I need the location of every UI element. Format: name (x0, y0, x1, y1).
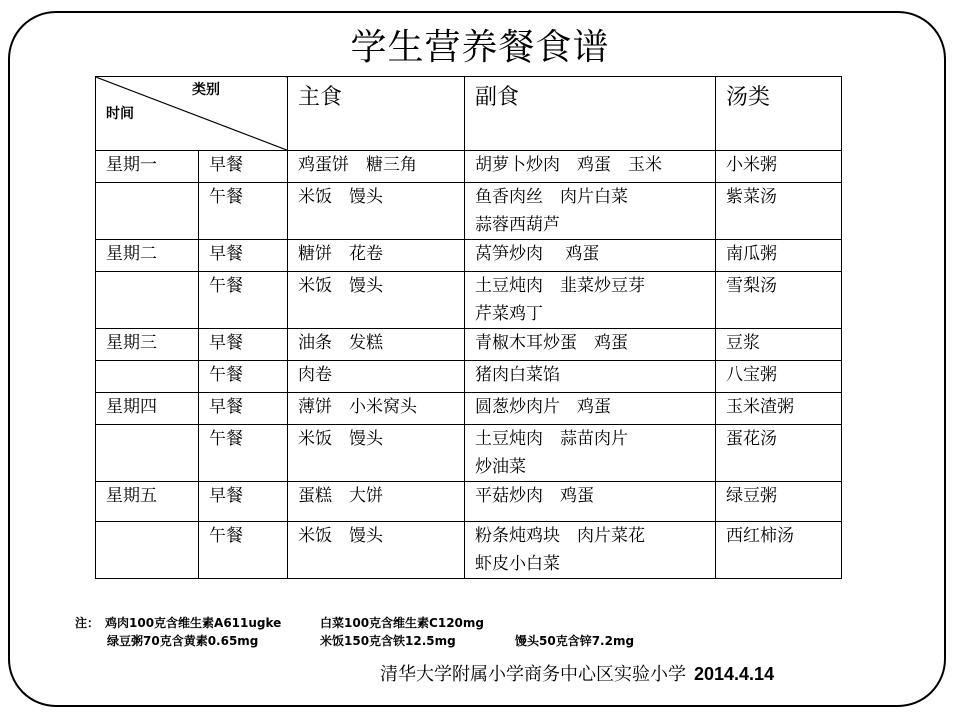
soup-cell: 玉米渣粥 (716, 393, 842, 425)
side-dish-line: 平菇炒肉 鸡蛋 (475, 486, 594, 506)
staple-cell: 米饭 馒头 (288, 272, 465, 329)
side-dish-cell (465, 361, 716, 393)
meal-cell: 早餐 (199, 240, 288, 272)
menu-table (95, 76, 842, 579)
table-row (96, 183, 842, 240)
staple-cell: 薄饼 小米窝头 (288, 393, 465, 425)
staple-cell: 米饭 馒头 (288, 183, 465, 240)
category-label: 类别 (192, 82, 220, 98)
soup-cell: 豆浆 (716, 329, 842, 361)
footer (380, 661, 774, 688)
day-cell: 星期一 (96, 151, 199, 183)
meal-cell: 早餐 (199, 329, 288, 361)
side-dish-line: 鱼香肉丝 肉片白菜 (475, 187, 628, 207)
side-dish-line: 炒油菜 (475, 457, 526, 477)
soup-cell: 绿豆粥 (716, 482, 842, 522)
note-steamed-bun: 馒头50克含锌7.2mg (515, 634, 635, 648)
soup-cell: 八宝粥 (716, 361, 842, 393)
side-dish-line: 芹菜鸡丁 (475, 304, 543, 324)
soup-cell: 南瓜粥 (716, 240, 842, 272)
meal-cell: 午餐 (199, 425, 288, 482)
side-dish-cell (465, 329, 716, 361)
table-row (96, 151, 842, 183)
table-header-row (96, 77, 842, 151)
table-row (96, 522, 842, 579)
side-dish-line: 圆葱炒肉片 鸡蛋 (475, 397, 611, 417)
side-dish-cell (465, 482, 716, 522)
staple-cell: 油条 发糕 (288, 329, 465, 361)
soup-cell: 雪梨汤 (716, 272, 842, 329)
column-header-soup: 汤类 (716, 77, 842, 151)
header-corner-cell (96, 77, 288, 151)
side-dish-line: 土豆炖肉 韭菜炒豆芽 (475, 276, 645, 296)
notes-prefix: 注： (75, 616, 100, 630)
side-dish-line: 猪肉白菜馅 (475, 365, 560, 385)
staple-cell: 蛋糕 大饼 (288, 482, 465, 522)
note-mung-bean: 绿豆粥70克含黄素0.65mg (107, 634, 259, 648)
day-cell: 星期三 (96, 329, 199, 361)
staple-cell: 糖饼 花卷 (288, 240, 465, 272)
soup-cell: 小米粥 (716, 151, 842, 183)
side-dish-cell (465, 522, 716, 579)
staple-cell: 鸡蛋饼 糖三角 (288, 151, 465, 183)
side-dish-line: 莴笋炒肉 鸡蛋 (475, 244, 600, 264)
side-dish-line: 虾皮小白菜 (475, 554, 560, 574)
meal-cell: 午餐 (199, 361, 288, 393)
side-dish-line: 粉条炖鸡块 肉片菜花 (475, 526, 645, 546)
table-row (96, 361, 842, 393)
school-name: 清华大学附属小学商务中心区实验小学 (380, 664, 686, 685)
footer-date: 2014.4.14 (694, 664, 775, 684)
soup-cell: 紫菜汤 (716, 183, 842, 240)
staple-cell: 米饭 馒头 (288, 522, 465, 579)
soup-cell: 西红柿汤 (716, 522, 842, 579)
table-row (96, 482, 842, 522)
side-dish-cell (465, 425, 716, 482)
side-dish-cell (465, 183, 716, 240)
side-dish-line: 青椒木耳炒蛋 鸡蛋 (475, 333, 628, 353)
day-cell (96, 425, 199, 482)
day-cell (96, 272, 199, 329)
meal-cell: 午餐 (199, 183, 288, 240)
side-dish-cell (465, 151, 716, 183)
staple-cell: 肉卷 (288, 361, 465, 393)
side-dish-cell (465, 393, 716, 425)
table-row (96, 272, 842, 329)
note-rice: 米饭150克含铁12.5mg (320, 634, 456, 648)
column-header-side: 副食 (465, 77, 716, 151)
day-cell (96, 183, 199, 240)
meal-cell: 早餐 (199, 393, 288, 425)
day-cell: 星期四 (96, 393, 199, 425)
side-dish-cell (465, 240, 716, 272)
meal-cell: 午餐 (199, 272, 288, 329)
time-label: 时间 (106, 106, 134, 122)
soup-cell: 蛋花汤 (716, 425, 842, 482)
side-dish-line: 胡萝卜炒肉 鸡蛋 玉米 (475, 155, 662, 175)
meal-cell: 早餐 (199, 482, 288, 522)
meal-cell: 早餐 (199, 151, 288, 183)
column-header-staple: 主食 (288, 77, 465, 151)
table-row (96, 393, 842, 425)
page-title: 学生营养餐食谱 (350, 27, 610, 68)
table-row (96, 329, 842, 361)
day-cell: 星期二 (96, 240, 199, 272)
side-dish-line: 蒜蓉西葫芦 (475, 215, 560, 235)
table-row (96, 425, 842, 482)
side-dish-cell (465, 272, 716, 329)
meal-cell: 午餐 (199, 522, 288, 579)
day-cell: 星期五 (96, 482, 199, 522)
staple-cell: 米饭 馒头 (288, 425, 465, 482)
day-cell (96, 361, 199, 393)
table-row (96, 240, 842, 272)
note-cabbage: 白菜100克含维生素C120mg (320, 616, 484, 630)
side-dish-line: 土豆炖肉 蒜苗肉片 (475, 429, 628, 449)
day-cell (96, 522, 199, 579)
note-chicken: 鸡肉100克含维生素A611ugke (105, 616, 282, 630)
